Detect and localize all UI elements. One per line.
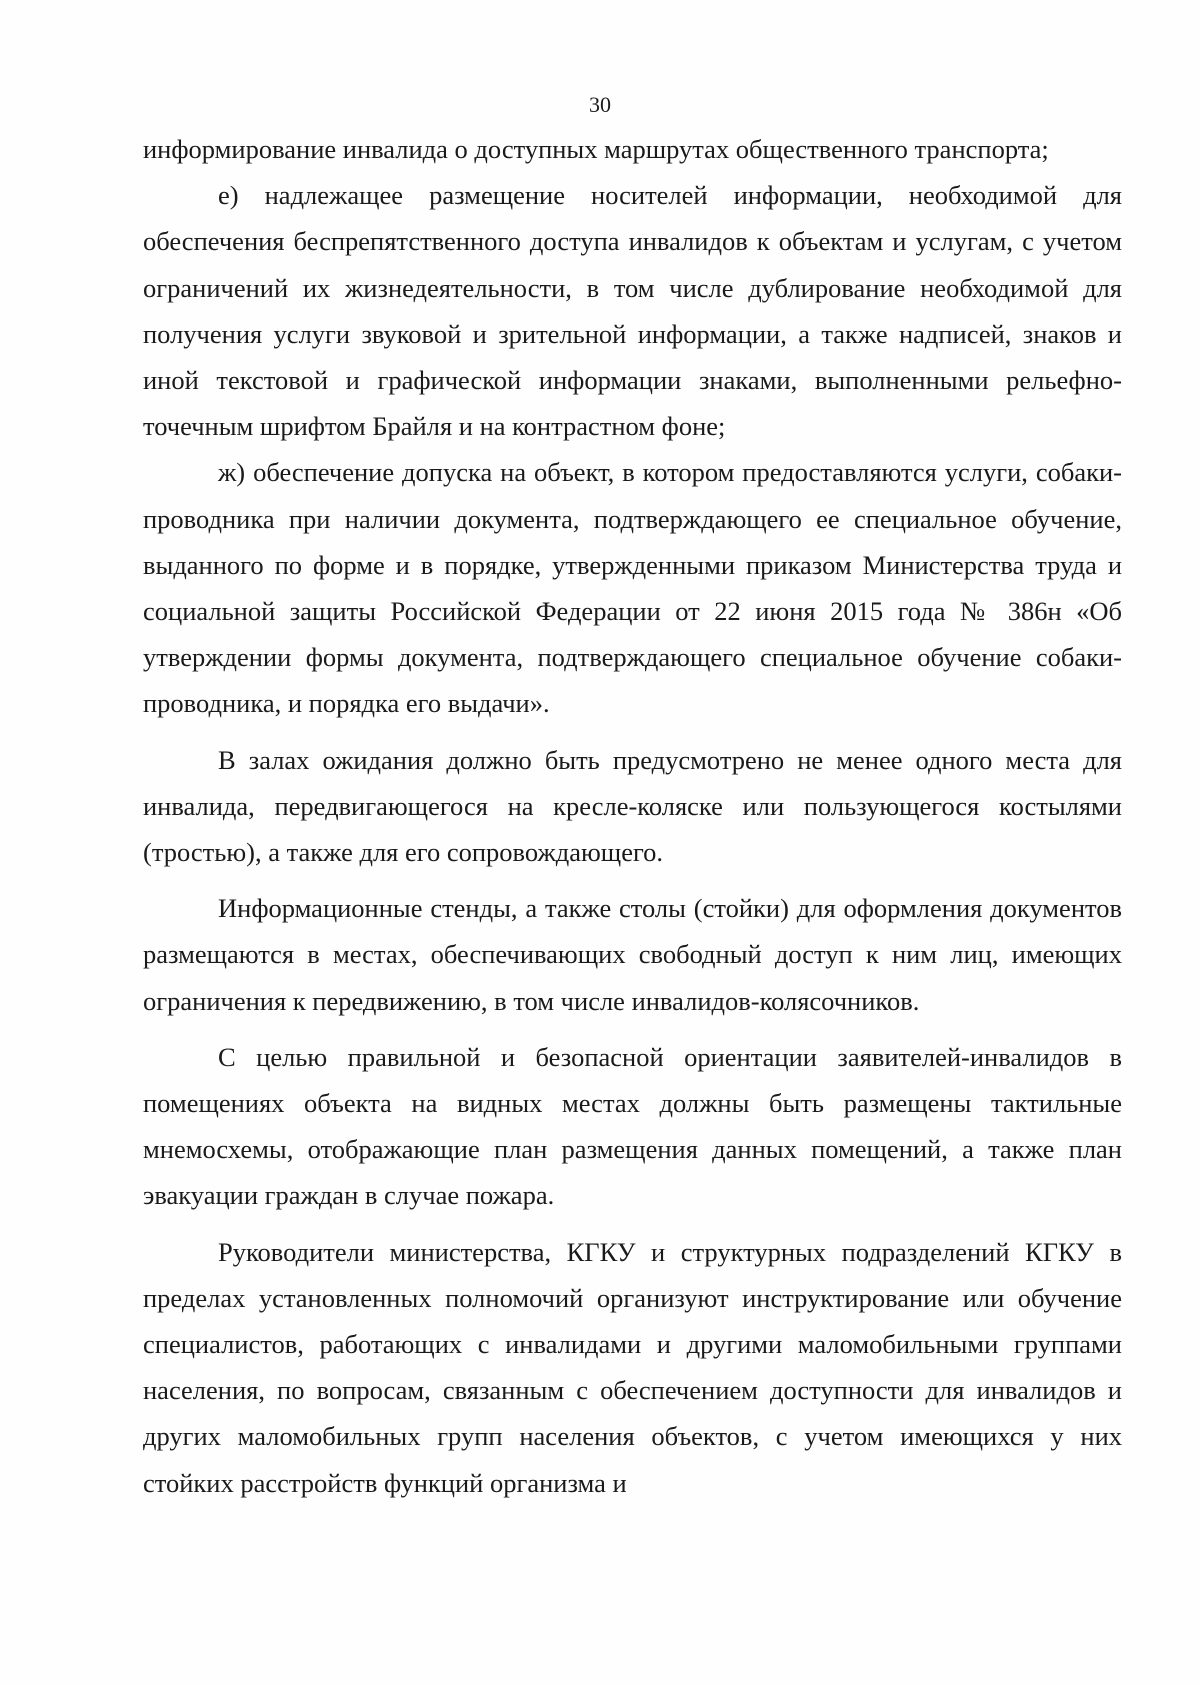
document-body [143, 126, 1122, 1506]
page-number: 30 [589, 92, 611, 117]
paragraph-waiting-rooms: В залах ожидания должно быть предусмотрено не менее одного места для инвалида, передвигающегося на кресле-коляске или пользующегося костылями (тростью), а также для его сопровождающего. [143, 744, 1122, 868]
paragraph-staff-training: Руководители министерства, КГКУ и структурных подразделений КГКУ в пределах установленных полномочий организуют инструктирование или обучение специалистов, работающих с инвалидами и другими маломобильными группами населения, по вопросам, связанным с обеспечением доступности для инвалидов и других маломобильных групп населения объектов, с учетом имеющихся у них стойких расстройств функций организма и [143, 1236, 1122, 1498]
paragraph-continuation: информирование инвалида о доступных маршрутах общественного транспорта; [143, 134, 1049, 164]
paragraph-item-e: е) надлежащее размещение носителей информации, необходимой для обеспечения беспрепятственного доступа инвалидов к объектам и услугам, с учетом ограничений их жизнедеятельности, в том числе дублирование необходимой для получения услуги звуковой и зрительной информации, а также надписей, знаков и иной текстовой и графической информации знаками, выполненными рельефно-точечным шрифтом Брайля и на контрастном фоне; [143, 180, 1122, 442]
paragraph-tactile-schemes: С целью правильной и безопасной ориентации заявителей-инвалидов в помещениях объекта на видных местах должны быть размещены тактильные мнемосхемы, отображающие план размещения данных помещений, а также план эвакуации граждан в случае пожара. [143, 1041, 1122, 1211]
paragraph-item-zh: ж) обеспечение допуска на объект, в котором предоставляются услуги, собаки-проводника при наличии документа, подтверждающего ее специальное обучение, выданного по форме и в порядке, утвержденными приказом Министерства труда и социальной защиты Российской Федерации от 22 июня 2015 года № 386н «Об утверждении формы документа, подтверждающего специальное обучение собаки-проводника, и порядка его выдачи». [143, 457, 1122, 719]
paragraph-info-stands: Информационные стенды, а также столы (стойки) для оформления документов размещаются в местах, обеспечивающих свободный доступ к ним лиц, имеющих ограничения к передвижению, в том числе инвалидов-колясочников. [143, 893, 1122, 1016]
